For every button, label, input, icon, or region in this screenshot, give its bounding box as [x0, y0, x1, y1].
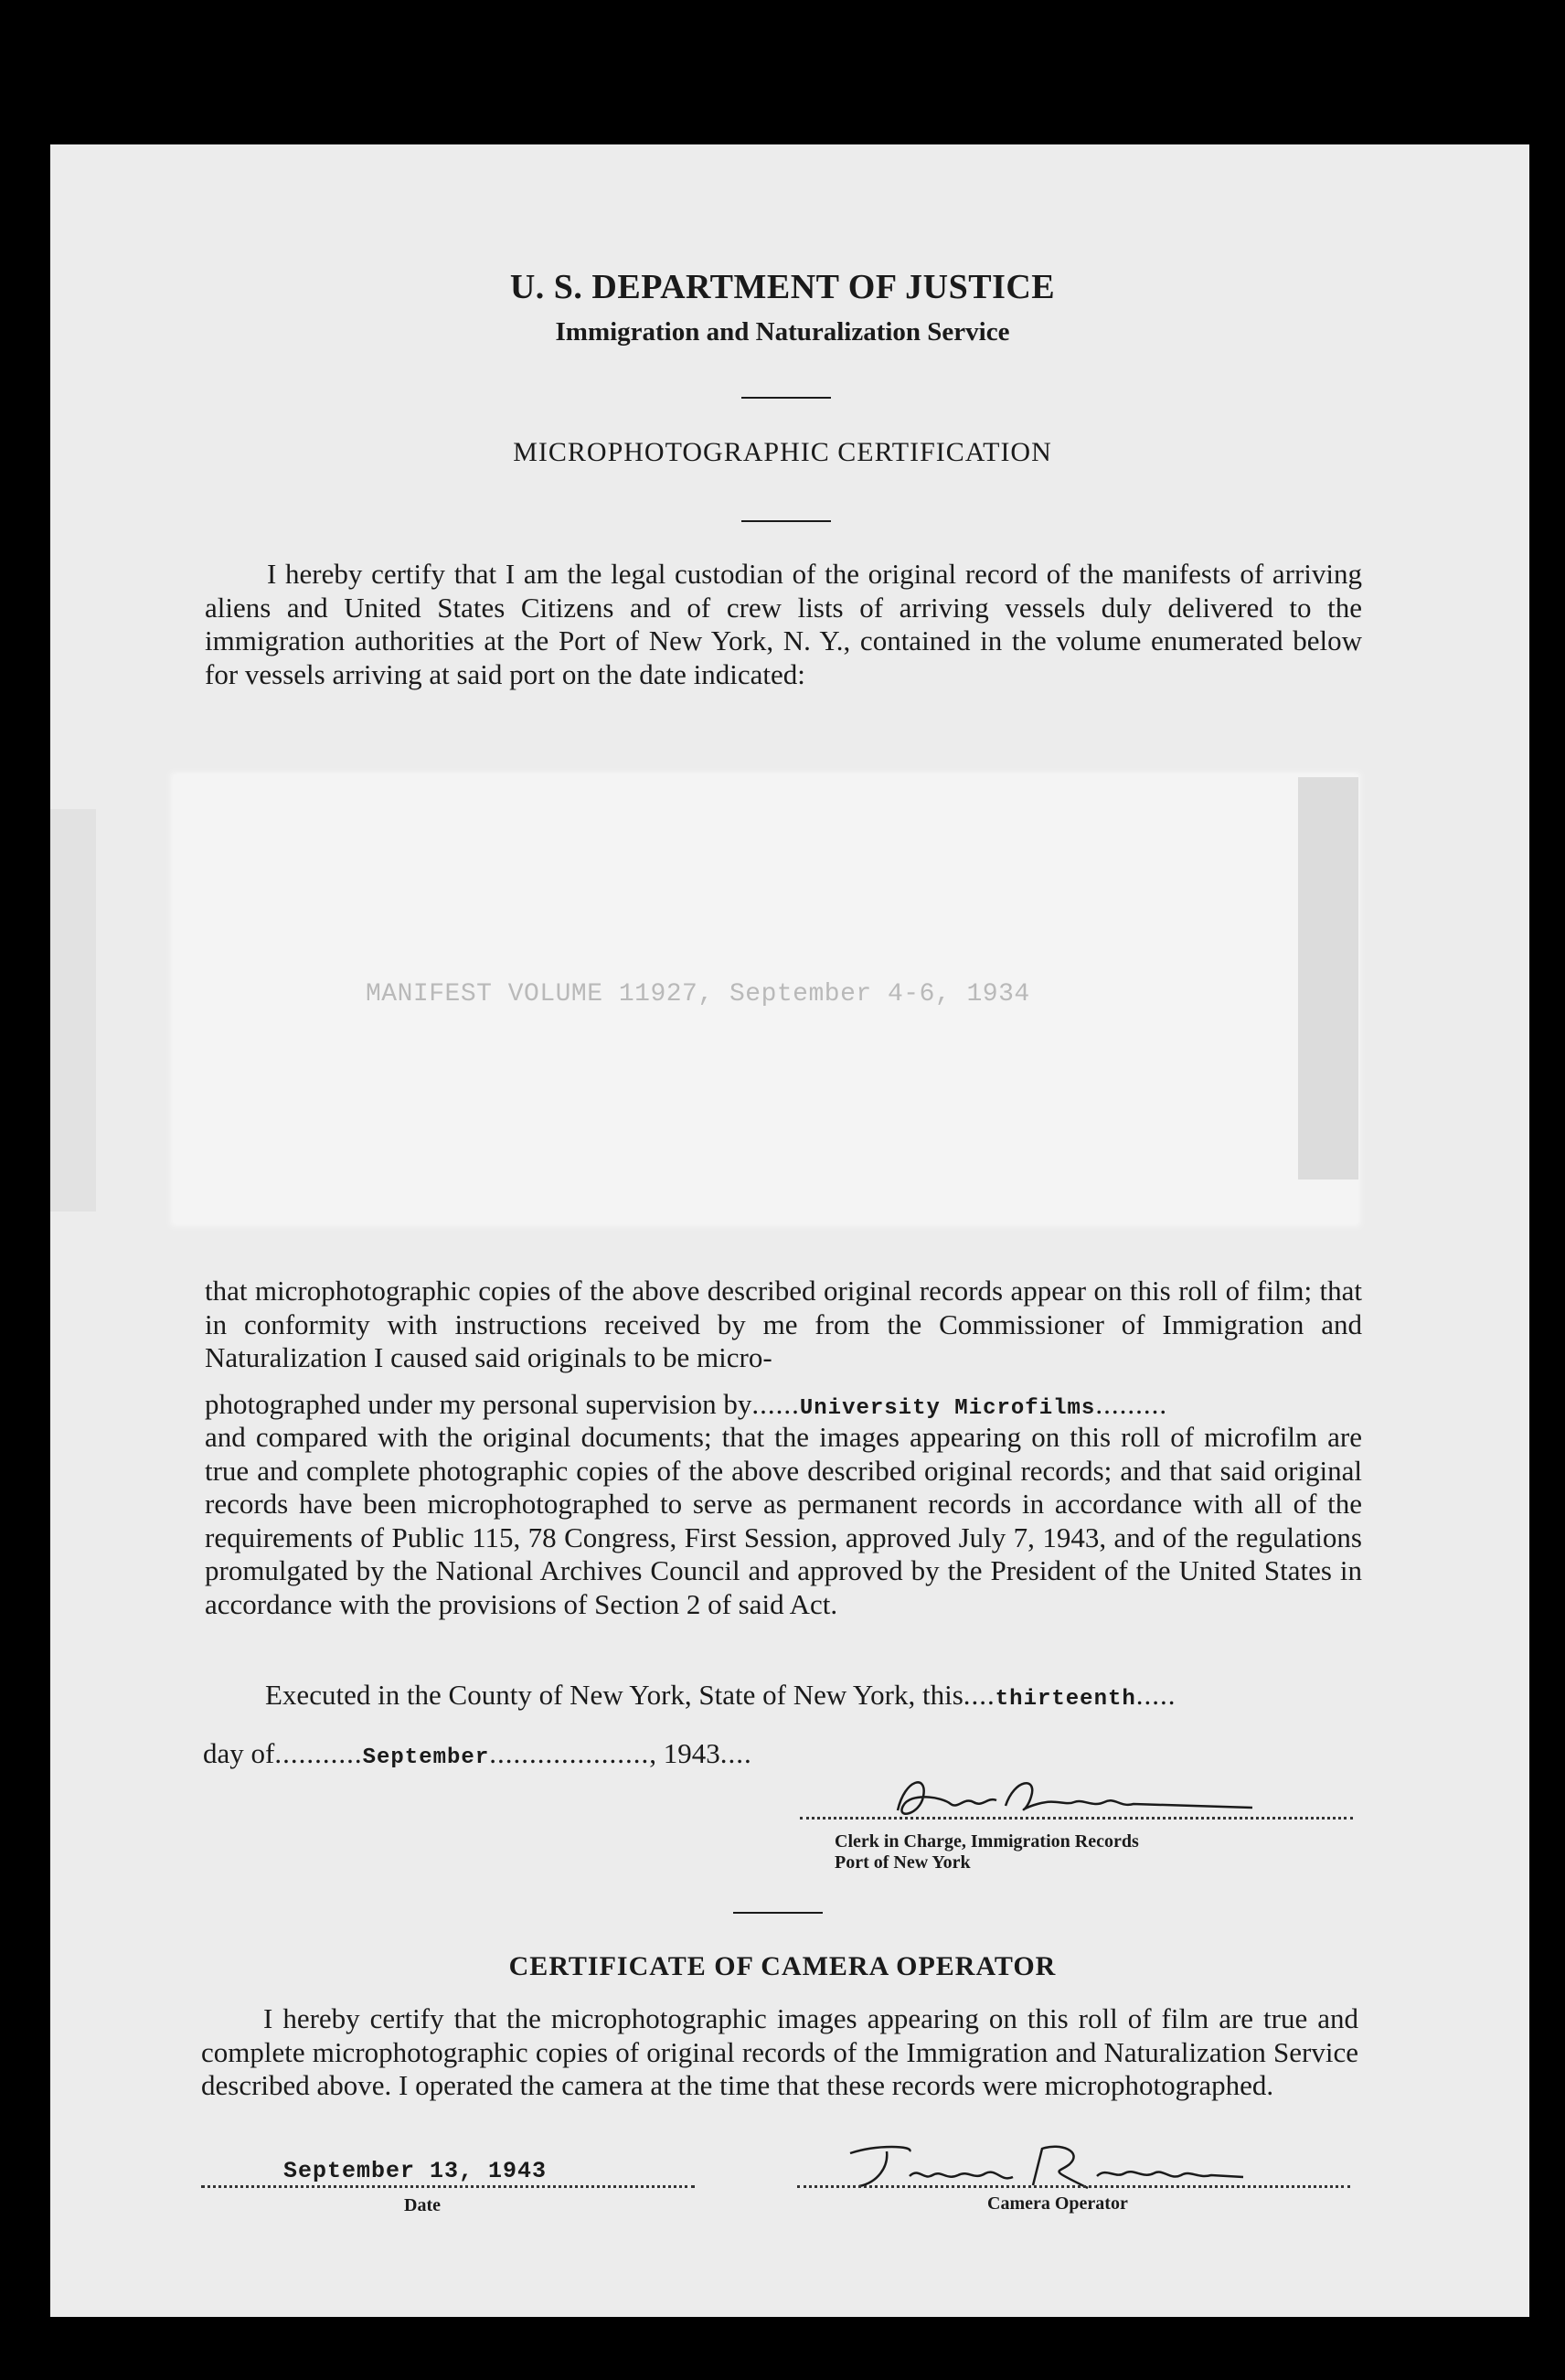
body-paragraph-1	[205, 1275, 1362, 1375]
department-title: U. S. DEPARTMENT OF JUSTICE	[509, 268, 1056, 306]
service-subtitle: Immigration and Naturalization Service	[555, 317, 1010, 347]
intro-text: I hereby certify that I am the legal custodian of the original record of the manifests of arriving aliens and United States Citizens and of crew lists of arriving vessels duly delivered to the immigration authorities at the Port of New York, N. Y., contained in the volume enumerated below for vessels arriving at said port on the date indicated:	[205, 558, 1362, 690]
clerk-signature-line	[800, 1817, 1353, 1820]
operator-paragraph	[201, 2002, 1358, 2103]
film-edge-right	[1298, 777, 1358, 1179]
supervision-prefix: photographed under my personal supervision by	[205, 1388, 752, 1420]
clerk-signature	[878, 1769, 1271, 1833]
day-of-label: day of	[203, 1737, 275, 1769]
clerk-title	[835, 1831, 1139, 1873]
header-divider-top	[741, 397, 831, 399]
operator-text: I hereby certify that the microphotographic images appearing on this roll of film are true and complete microphotographic copies of original records of the Immigration and Naturalization Service described above. I operated the camera at the time that these records were microphotographed.	[201, 2002, 1358, 2101]
executed-line: Executed in the County of New York, State of New York, this....thirteenth.....	[265, 1679, 1176, 1712]
body-paragraph-2	[205, 1421, 1362, 1621]
year-value: 1943	[663, 1737, 720, 1769]
date-label: Date	[404, 2195, 441, 2215]
supervision-fill: University Microfilms	[799, 1396, 1096, 1421]
operator-divider	[733, 1912, 823, 1914]
operator-heading: CERTIFICATE OF CAMERA OPERATOR	[508, 1951, 1057, 1981]
manifest-volume-label: MANIFEST VOLUME 11927, September 4-6, 1934	[366, 980, 1030, 1009]
executed-prefix: Executed in the County of New York, State of New York, this	[265, 1679, 963, 1711]
camera-operator-label: Camera Operator	[987, 2193, 1128, 2214]
operator-signature	[823, 2135, 1262, 2199]
document-page	[50, 144, 1529, 2317]
operator-signature-line	[797, 2185, 1350, 2188]
film-edge-left	[50, 809, 96, 1211]
operator-date-fill: September 13, 1943	[283, 2158, 548, 2184]
certification-title: MICROPHOTOGRAPHIC CERTIFICATION	[513, 437, 1052, 467]
date-line	[201, 2185, 695, 2188]
executed-day-fill: thirteenth	[995, 1687, 1136, 1712]
intro-paragraph	[205, 558, 1362, 691]
supervision-line: photographed under my personal supervision by......University Microfilms.........	[205, 1388, 1168, 1421]
header-divider-bottom	[741, 520, 831, 522]
body-text-1: that microphotographic copies of the above described original records appear on this roll of film; that in conformity with instructions received by me from the Commissioner of Immigration and Naturalization I caused said originals to be micro-	[205, 1275, 1362, 1373]
clerk-title-line-1: Clerk in Charge, Immigration Records	[835, 1831, 1139, 1852]
day-of-line: day of...........September...................., 1943....	[203, 1737, 752, 1770]
clerk-title-line-2: Port of New York	[835, 1852, 971, 1873]
body-text-2: and compared with the original documents; that the images appearing on this roll of microfilm are true and complete photographic copies of the above described original records; and that said original records have been microphotographed to serve as permanent records in accordance with all of the requirements of Public 115, 78 Congress, First Session, approved July 7, 1943, and of the regulations promulgated by the National Archives Council and approved by the President of the United States in accordance with the provisions of Section 2 of said Act.	[205, 1421, 1362, 1620]
month-fill: September	[362, 1745, 490, 1770]
